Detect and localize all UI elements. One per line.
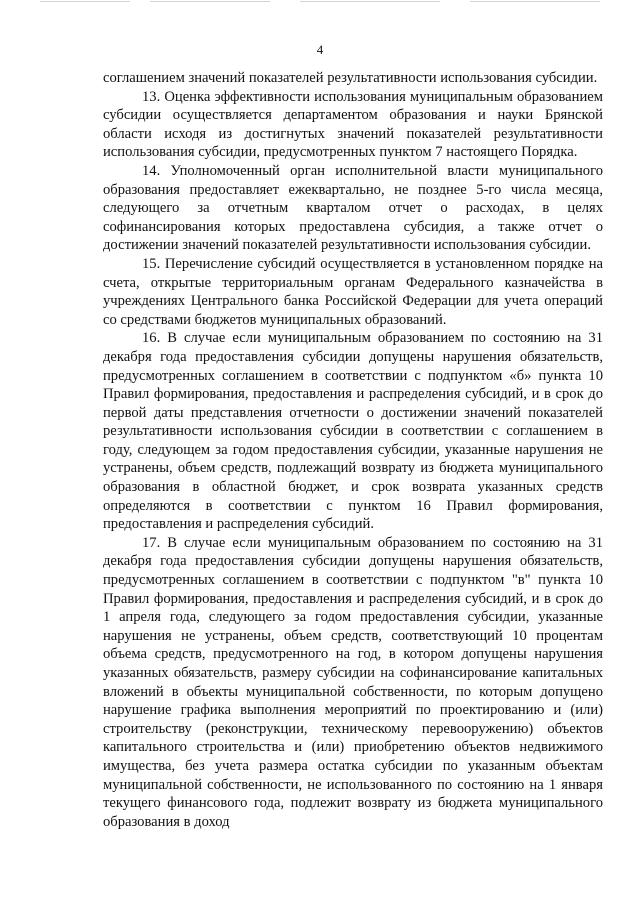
paragraph-15: 15. Перечисление субсидий осуществляется в установленном порядке на счета, открытые территориальным органам Федерального казначейства в учреждениях Центрального банка Российской Федерации для учета операций со средствами бюджетов муниципальных образований. <box>103 255 603 328</box>
paragraph-17: 17. В случае если муниципальным образованием по состоянию на 31 декабря года предоставления субсидии допущены нарушения обязательств, предусмотренных соглашением в соответствии с подпунктом "в" пункта 10 Правил формирования, предоставления и распределения субсидий, и в срок до 1 апреля года, следующего за годом предоставления субсидии, указанные нарушения не устранены, объем средств, соответствующий 10 процентам объема средств, предусмотренного на год, в котором допущены нарушения указанных обязательств, размеру субсидии на софинансирование капитальных вложений в объекты муниципальной собственности, по которым допущено нарушение графика выполнения мероприятий по проектированию и (или) строительству (реконструкции, техническому перевооружению) объектов капитального строительства и (или) приобретению объектов недвижимого имущества, без учета размера остатка субсидии по указанным объектам муниципальной собственности, не использованного по состоянию на 1 января текущего финансового года, подлежит возврату из бюджета муниципального образования в доход <box>103 534 603 830</box>
paragraph-continuation: соглашением значений показателей результативности использования субсидии. <box>103 70 598 86</box>
page-number: 4 <box>316 42 324 57</box>
paragraph-14: 14. Уполномоченный орган исполнительной власти муниципального образования предоставляет ежеквартально, не позднее 5-го числа месяца, следующего за отчетным кварталом отчет о расходах, в целях софинансирования которых предоставлена субсидия, а также отчет о достижении значений показателей результативности использования субсидии. <box>103 162 603 254</box>
scan-artifact-line <box>0 0 640 6</box>
document-body <box>103 69 603 831</box>
paragraph-16: 16. В случае если муниципальным образованием по состоянию на 31 декабря года предоставления субсидии допущены нарушения обязательств, предусмотренных соглашением в соответствии с подпунктом «б» пункта 10 Правил формирования, предоставления и распределения субсидий, и в срок до первой даты представления отчетности о достижении значений показателей результативности использования субсидии в соответствии с соглашением в году, следующем за годом предоставления субсидии, указанные нарушения не устранены, объем средств, подлежащий возврату из бюджета муниципального образования в областной бюджет, и срок возврата указанных средств определяются в соответствии с пунктом 16 Правил формирования, предоставления и распределения субсидий. <box>103 330 603 533</box>
paragraph-13: 13. Оценка эффективности использования муниципальным образованием субсидии осуществляется департаментом образования и науки Брянской области исходя из достигнутых значений показателей результативности использования субсидии, предусмотренных пунктом 7 настоящего Порядка. <box>103 88 603 161</box>
